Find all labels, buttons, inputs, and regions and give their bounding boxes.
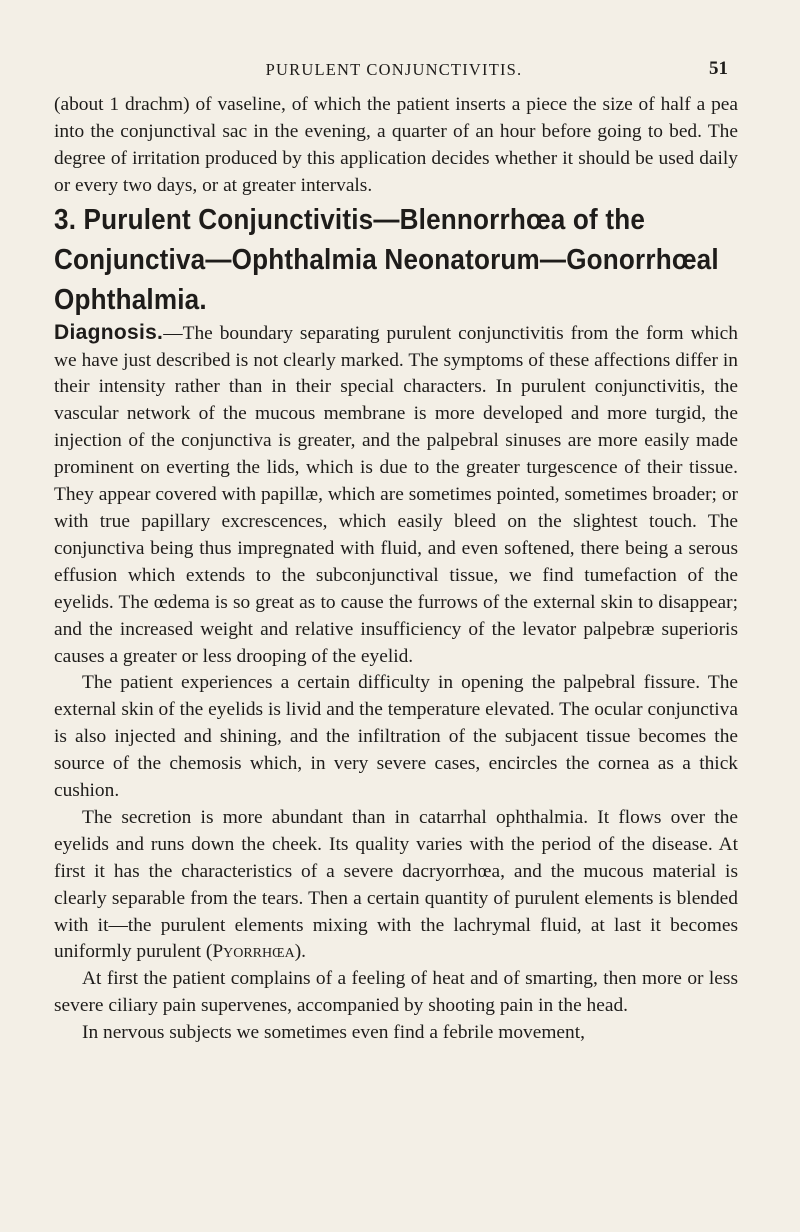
intro-paragraph: (about 1 drachm) of vaseline, of which the patient inserts a piece the size of half a pea into the conjunctival sac in the evening, a quarter of an hour before going to bed. The degree of irritation produced by this application decides whether it should be used daily or every two days, or at greater intervals.: [54, 94, 738, 196]
secretion-text: The secretion is more abundant than in catarrhal ophthalmia. It flows over the eyelids and runs down the cheek. Its quality varies with the period of the disease. At first it has the characteristics of a severe dacryorrhœa, and the mucous material is clearly separable from the tears. Then a certain quantity of purulent elements is blended with it—the purulent elements mixing with the lachrymal fluid, at last it becomes uniformly purulent (: [54, 806, 738, 963]
fissure-paragraph: The patient experiences a certain difficulty in opening the palpebral fissure. The external skin of the eyelids is livid and the temperature elevated. The ocular conjunctiva is also injected and shining, and the infiltration of the subjacent tissue becomes the source of the chemosis which, in very severe cases, encircles the cornea as a thick cushion.: [54, 672, 738, 802]
body-text: [54, 92, 738, 1047]
section-heading: 3. Purulent Conjunctivitis—Blennorrhœa of the Conjunctiva—Ophthalmia Neonatorum—Gonorrhœal Ophthalmia.: [54, 203, 719, 316]
diagnosis-run-in-heading: Diagnosis.: [54, 320, 164, 344]
diagnosis-text: —The boundary separating purulent conjunctivitis from the form which we have just described is not clearly marked. The symptoms of these affections differ in their intensity rather than in their special characters. In purulent conjunctivitis, the vascular network of the mucous membrane is more developed and more turgid, the injection of the conjunctiva is greater, and the palpebral sinuses are more easily made prominent on everting the lids, which is due to the greater turgescence of their tissue. They appear covered with papillæ, which are sometimes pointed, sometimes broader; or with true papillary excrescences, which easily bleed on the slightest touch. The conjunctiva being thus impregnated with fluid, and even softened, there being a serous effusion which extends to the subconjunctival tissue, we find tumefaction of the eyelids. The œdema is so great as to cause the furrows of the external skin to disappear; and the increased weight and relative insufficiency of the levator palpebræ superioris causes a greater or less drooping of the eyelid.: [54, 322, 738, 667]
diagnosis-paragraph: [54, 320, 738, 671]
nervous-paragraph: In nervous subjects we sometimes even find a febrile movement,: [82, 1022, 585, 1044]
running-title: PURULENT CONJUNCTIVITIS.: [265, 60, 523, 79]
running-header: [60, 58, 728, 84]
page-number: 51: [709, 58, 728, 79]
secretion-text-end: ).: [294, 941, 306, 963]
secretion-paragraph: [54, 805, 738, 966]
pyorrhoea-term: Pyorrhœa: [212, 941, 295, 963]
heat-paragraph: At first the patient complains of a feeling of heat and of smarting, then more or less severe ciliary pain supervenes, accompanied by shooting pain in the head.: [54, 968, 738, 1017]
